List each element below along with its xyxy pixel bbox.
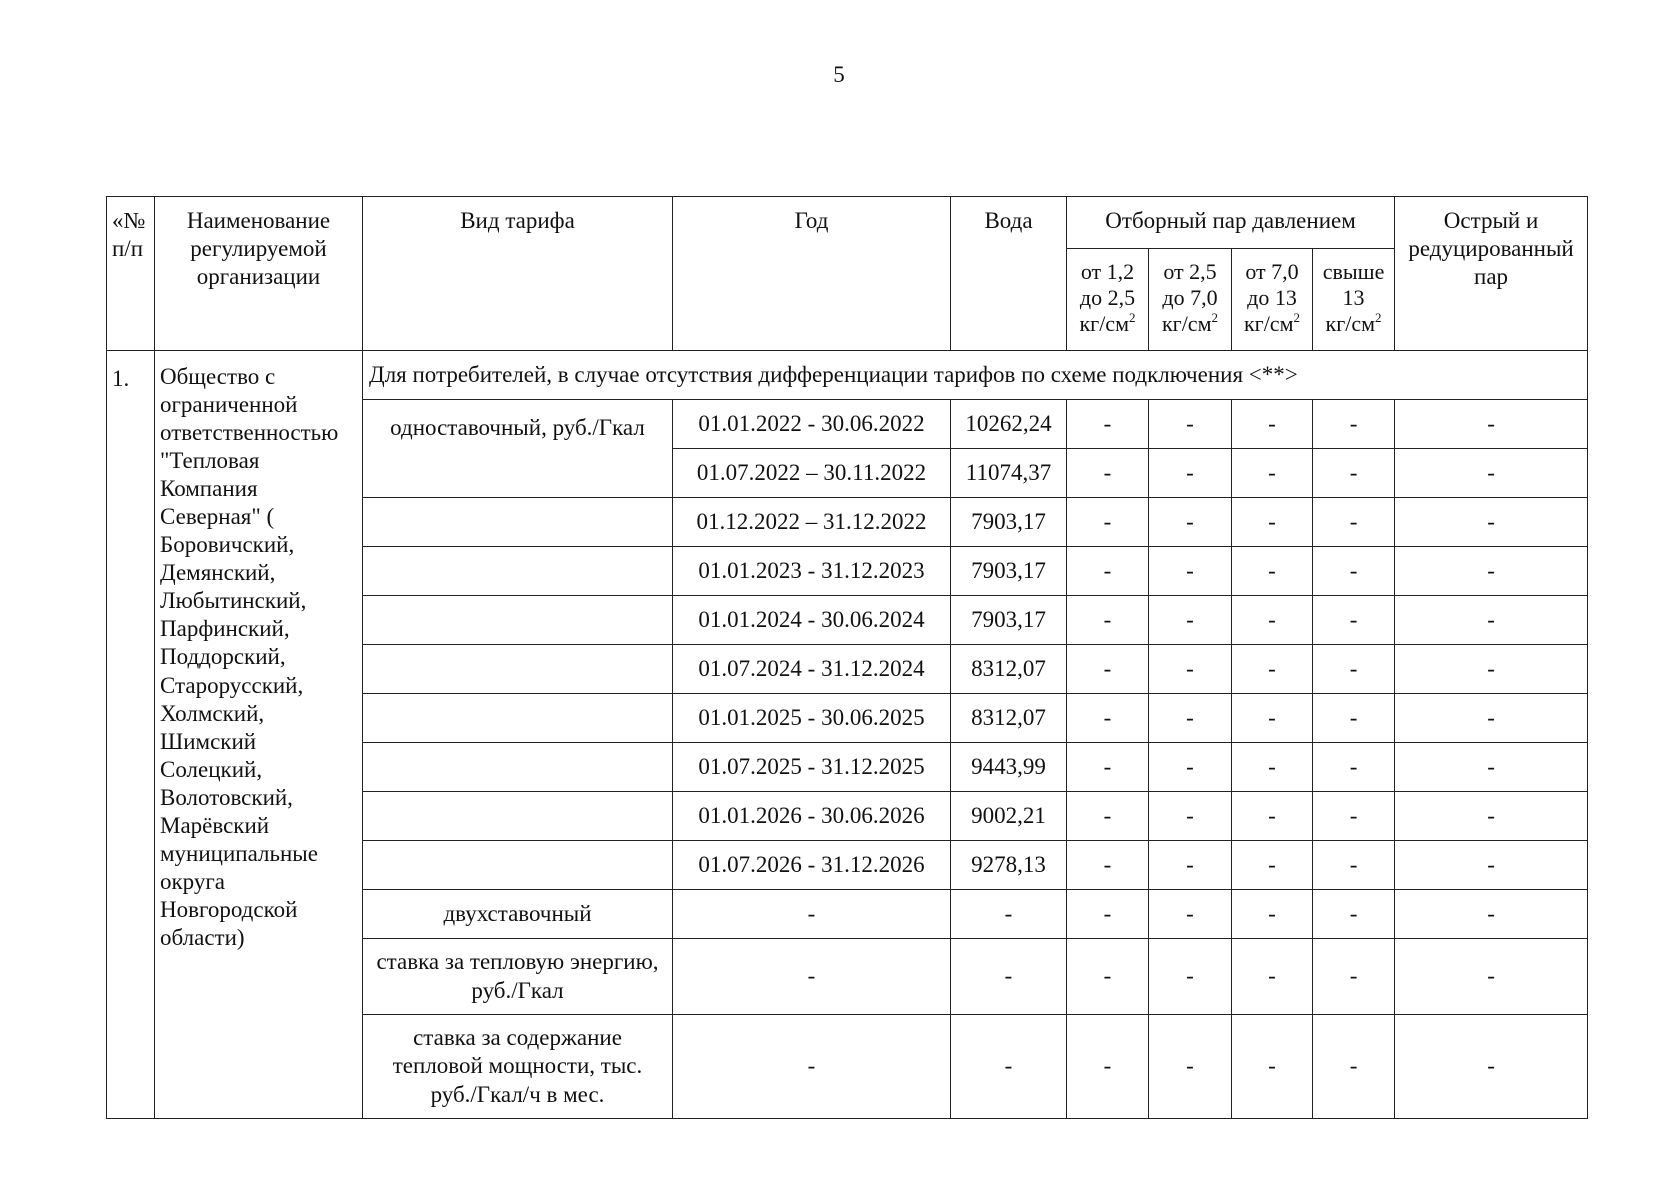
page-number: 5	[833, 62, 845, 87]
steam-value: -	[1232, 1015, 1313, 1119]
steam-value: -	[1149, 743, 1232, 792]
header-steam-col	[1232, 249, 1313, 351]
period-cell: 01.01.2025 - 30.06.2025	[673, 694, 951, 743]
header-sharp-steam: Острый и редуцированный пар	[1395, 197, 1588, 351]
steam-value: -	[1149, 400, 1232, 449]
sharp-steam-value: -	[1395, 841, 1588, 890]
header-row-1	[107, 197, 1588, 249]
steam-col-unit: кг/см	[1325, 310, 1376, 336]
steam-value: -	[1232, 498, 1313, 547]
steam-value: -	[1067, 596, 1149, 645]
steam-col-sup: 2	[1375, 309, 1382, 325]
steam-value: -	[1313, 694, 1395, 743]
sharp-steam-value: -	[1395, 498, 1588, 547]
steam-col-line1: от 2,5	[1163, 259, 1217, 284]
sharp-steam-value: -	[1395, 547, 1588, 596]
water-value: 7903,17	[951, 498, 1067, 547]
header-steam-group: Отборный пар давлением	[1067, 197, 1395, 249]
sharp-steam-value: -	[1395, 400, 1588, 449]
tariff-kind-cell: ставка за тепловую энергию, руб./Гкал	[363, 939, 673, 1015]
steam-value: -	[1149, 792, 1232, 841]
steam-value: -	[1067, 890, 1149, 939]
header-steam-col	[1067, 249, 1149, 351]
steam-value: -	[1149, 449, 1232, 498]
steam-col-line1: от 1,2	[1080, 259, 1135, 284]
steam-value: -	[1232, 939, 1313, 1015]
steam-value: -	[1067, 841, 1149, 890]
steam-value: -	[1149, 890, 1232, 939]
steam-value: -	[1232, 400, 1313, 449]
steam-value: -	[1149, 498, 1232, 547]
water-value: 8312,07	[951, 645, 1067, 694]
sharp-steam-value: -	[1395, 596, 1588, 645]
steam-value: -	[1232, 694, 1313, 743]
tariff-kind-cell	[363, 498, 673, 547]
period-cell: 01.07.2024 - 31.12.2024	[673, 645, 951, 694]
tariff-kind-cell	[363, 596, 673, 645]
section-row	[107, 351, 1588, 400]
steam-value: -	[1313, 547, 1395, 596]
period-cell: 01.01.2024 - 30.06.2024	[673, 596, 951, 645]
steam-col-line2: 13	[1342, 284, 1365, 310]
row-number: 1.	[107, 351, 155, 1119]
period-cell: 01.01.2022 - 30.06.2022	[673, 400, 951, 449]
period-cell: -	[673, 939, 951, 1015]
water-value: 7903,17	[951, 547, 1067, 596]
steam-col-unit: кг/см	[1161, 310, 1212, 336]
water-value: 10262,24	[951, 400, 1067, 449]
steam-value: -	[1067, 694, 1149, 743]
steam-value: -	[1067, 400, 1149, 449]
tariff-kind-cell	[363, 792, 673, 841]
organization-name: Общество с ограниченной ответственностью "Тепловая Компания Северная" ( Боровичский, Демянский, Любытинский, Парфинский, Поддорский, Старорусский, Холмский, Шимский Солецкий, Волотовский, Марёвский муниципальные округа Новгородской области)	[155, 351, 363, 1119]
steam-value: -	[1313, 792, 1395, 841]
steam-value: -	[1067, 792, 1149, 841]
steam-col-unit: кг/см	[1079, 310, 1129, 336]
steam-value: -	[1149, 841, 1232, 890]
steam-value: -	[1149, 694, 1232, 743]
tariff-table	[106, 196, 1588, 1119]
steam-value: -	[1232, 890, 1313, 939]
tariff-kind-cell	[363, 694, 673, 743]
steam-value: -	[1313, 449, 1395, 498]
water-value: -	[951, 939, 1067, 1015]
steam-value: -	[1149, 547, 1232, 596]
period-cell: 01.12.2022 – 31.12.2022	[673, 498, 951, 547]
steam-col-sup: 2	[1129, 309, 1136, 325]
period-cell: -	[673, 1015, 951, 1119]
period-cell: 01.07.2022 – 30.11.2022	[673, 449, 951, 498]
steam-value: -	[1067, 498, 1149, 547]
water-value: 8312,07	[951, 694, 1067, 743]
header-steam-col	[1313, 249, 1395, 351]
tariff-kind-cell: одноставочный, руб./Гкал	[363, 400, 673, 498]
steam-value: -	[1232, 841, 1313, 890]
header-tariff-kind: Вид тарифа	[363, 197, 673, 351]
sharp-steam-value: -	[1395, 645, 1588, 694]
sharp-steam-value: -	[1395, 449, 1588, 498]
steam-col-line1: свыше	[1322, 259, 1385, 284]
tariff-kind-cell	[363, 743, 673, 792]
steam-col-line1: от 7,0	[1245, 259, 1299, 284]
steam-col-sup: 2	[1211, 309, 1218, 325]
steam-value: -	[1313, 939, 1395, 1015]
header-water: Вода	[951, 197, 1067, 351]
tariff-kind-cell	[363, 547, 673, 596]
sharp-steam-value: -	[1395, 1015, 1588, 1119]
steam-col-unit: кг/см	[1243, 310, 1294, 336]
sharp-steam-value: -	[1395, 694, 1588, 743]
header-no: «№ п/п	[107, 197, 155, 351]
steam-value: -	[1232, 547, 1313, 596]
water-value: 7903,17	[951, 596, 1067, 645]
water-value: 11074,37	[951, 449, 1067, 498]
steam-value: -	[1232, 645, 1313, 694]
water-value: 9278,13	[951, 841, 1067, 890]
period-cell: 01.01.2026 - 30.06.2026	[673, 792, 951, 841]
tariff-kind-cell: двухставочный	[363, 890, 673, 939]
steam-value: -	[1232, 449, 1313, 498]
steam-value: -	[1232, 792, 1313, 841]
section-title: Для потребителей, в случае отсутствия дифференциации тарифов по схеме подключения <**>	[363, 351, 1588, 400]
period-cell: 01.01.2023 - 31.12.2023	[673, 547, 951, 596]
header-org-name: Наименование регулируемой организации	[155, 197, 363, 351]
steam-value: -	[1067, 743, 1149, 792]
steam-value: -	[1232, 743, 1313, 792]
water-value: 9002,21	[951, 792, 1067, 841]
steam-col-line2: до 7,0	[1162, 284, 1218, 310]
tariff-kind-cell	[363, 841, 673, 890]
steam-value: -	[1313, 841, 1395, 890]
period-cell: 01.07.2025 - 31.12.2025	[673, 743, 951, 792]
steam-value: -	[1313, 596, 1395, 645]
steam-value: -	[1149, 596, 1232, 645]
water-value: 9443,99	[951, 743, 1067, 792]
steam-value: -	[1313, 890, 1395, 939]
header-year: Год	[673, 197, 951, 351]
steam-value: -	[1067, 547, 1149, 596]
period-cell: -	[673, 890, 951, 939]
steam-value: -	[1067, 939, 1149, 1015]
tariff-kind-cell: ставка за содержание тепловой мощности, тыс. руб./Гкал/ч в мес.	[363, 1015, 673, 1119]
steam-col-line2: до 13	[1247, 284, 1297, 310]
steam-value: -	[1149, 645, 1232, 694]
period-cell: 01.07.2026 - 31.12.2026	[673, 841, 951, 890]
steam-value: -	[1067, 645, 1149, 694]
steam-value: -	[1313, 1015, 1395, 1119]
water-value: -	[951, 890, 1067, 939]
steam-col-sup: 2	[1293, 309, 1300, 325]
sharp-steam-value: -	[1395, 743, 1588, 792]
header-steam-col	[1149, 249, 1232, 351]
steam-value: -	[1313, 400, 1395, 449]
water-value: -	[951, 1015, 1067, 1119]
steam-value: -	[1232, 596, 1313, 645]
steam-value: -	[1067, 1015, 1149, 1119]
sharp-steam-value: -	[1395, 792, 1588, 841]
steam-value: -	[1149, 939, 1232, 1015]
sharp-steam-value: -	[1395, 890, 1588, 939]
steam-value: -	[1067, 449, 1149, 498]
sharp-steam-value: -	[1395, 939, 1588, 1015]
tariff-kind-cell	[363, 645, 673, 694]
steam-value: -	[1313, 498, 1395, 547]
steam-value: -	[1313, 743, 1395, 792]
steam-col-line2: до 2,5	[1079, 284, 1136, 310]
steam-value: -	[1313, 645, 1395, 694]
steam-value: -	[1149, 1015, 1232, 1119]
